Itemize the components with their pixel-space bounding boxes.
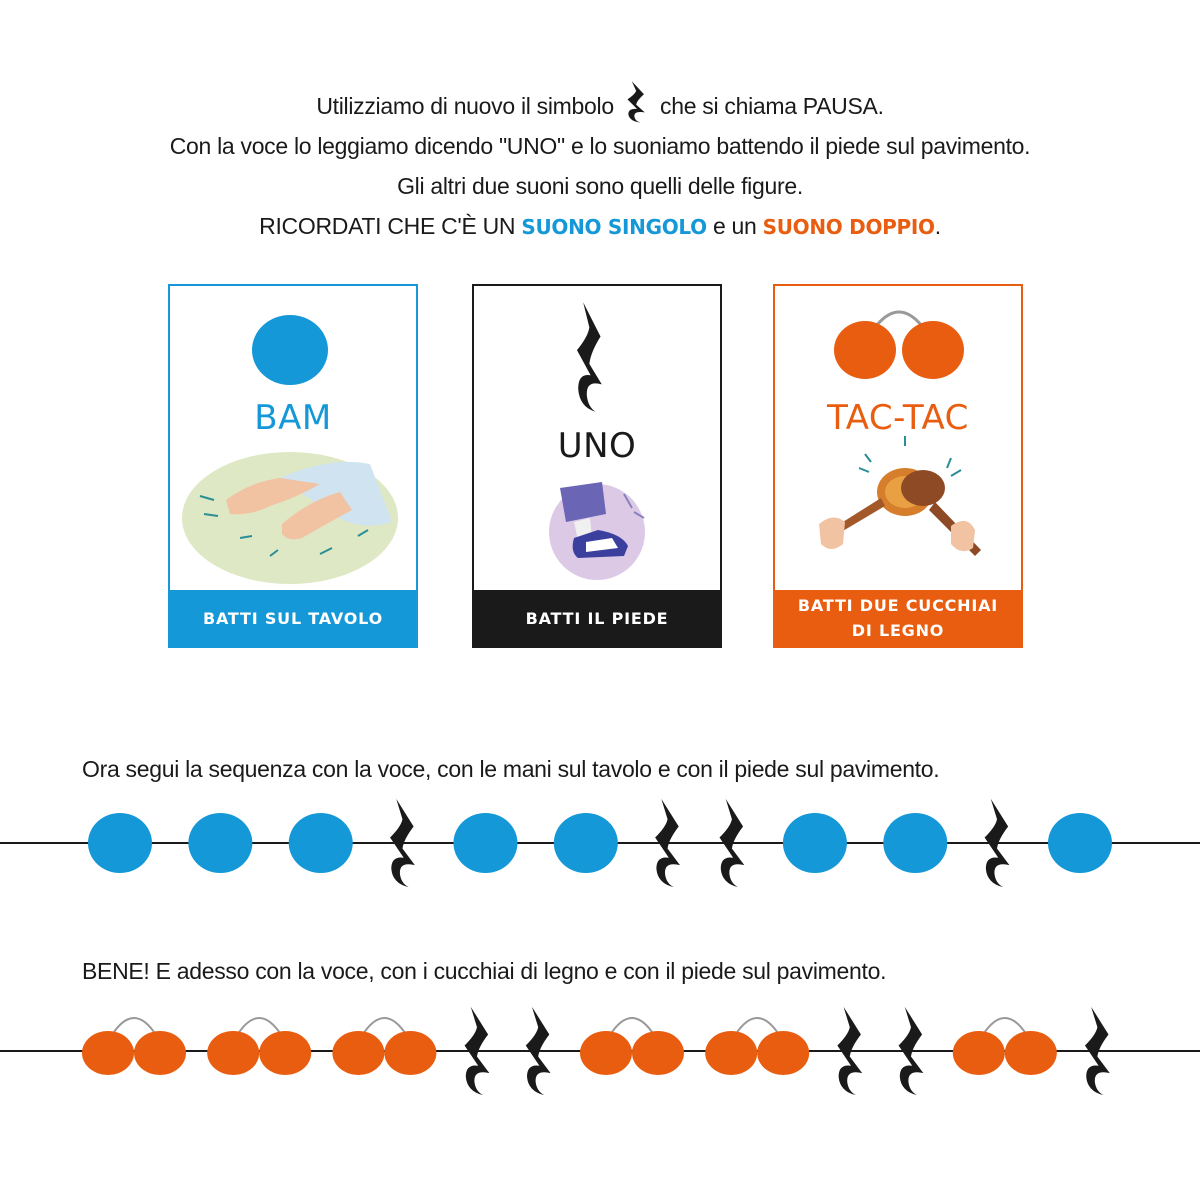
exercise-2-instruction: BENE! E adesso con la voce, con i cucchiai di legno e con il piede sul pavimento. [82,958,887,984]
intro-line-1: Utilizziamo di nuovo il simbolo che si chiama PAUSA. [0,80,1200,126]
blue-dot-icon [252,315,328,385]
card-uno [472,284,722,648]
single-sound-dot [783,813,847,873]
card-word-uno: UNO [557,426,637,466]
rest-icon [624,80,650,124]
double-sound-pair [705,1018,809,1075]
card-footer-uno: BATTI IL PIEDE [474,590,720,646]
double-sound-pair [332,1018,436,1075]
hands-on-table-illustration [182,452,398,584]
double-sound-pair [953,1018,1057,1075]
card-footer-bam: BATTI SUL TAVOLO [170,590,416,646]
intro-line-2: Con la voce lo leggiamo dicendo "UNO" e lo suoniamo battendo il piede sul pavimento. [169,133,1031,159]
exercise-1-instruction: Ora segui la sequenza con la voce, con le mani sul tavolo e con il piede sul pavimento. [82,756,940,782]
intro-line-4: RICORDATI CHE C'È UN SUONO SINGOLO e un SUONO DOPPIO. [259,213,941,239]
card-footer-tac-tac: BATTI DUE CUCCHIAI DI LEGNO [775,590,1021,646]
card-bam [168,284,418,648]
single-sound-dot [883,813,947,873]
exercise-1-sequence [0,788,1200,898]
rest-icon [577,302,602,411]
single-sound-dot [289,813,353,873]
single-sound-dot [554,813,618,873]
single-sound-dot [1048,813,1112,873]
exercise-2-sequence [0,996,1200,1106]
highlight-single-sound: SUONO SINGOLO [521,215,707,239]
single-sound-dot [88,813,152,873]
double-sound-pair [82,1018,186,1075]
foot-stomp-illustration [549,482,645,580]
wooden-spoons-illustration [819,436,981,556]
double-sound-pair [580,1018,684,1075]
intro-line-3: Gli altri due suoni sono quelli delle figure. [397,173,803,199]
card-word-bam: BAM [254,398,332,438]
double-dot-icon [834,312,964,379]
intro-text [0,80,1200,247]
card-tac-tac [773,284,1023,648]
single-sound-dot [188,813,252,873]
highlight-double-sound: SUONO DOPPIO [762,215,935,239]
double-sound-pair [207,1018,311,1075]
card-word-tac-tac: TAC-TAC [827,398,969,438]
single-sound-dot [453,813,517,873]
